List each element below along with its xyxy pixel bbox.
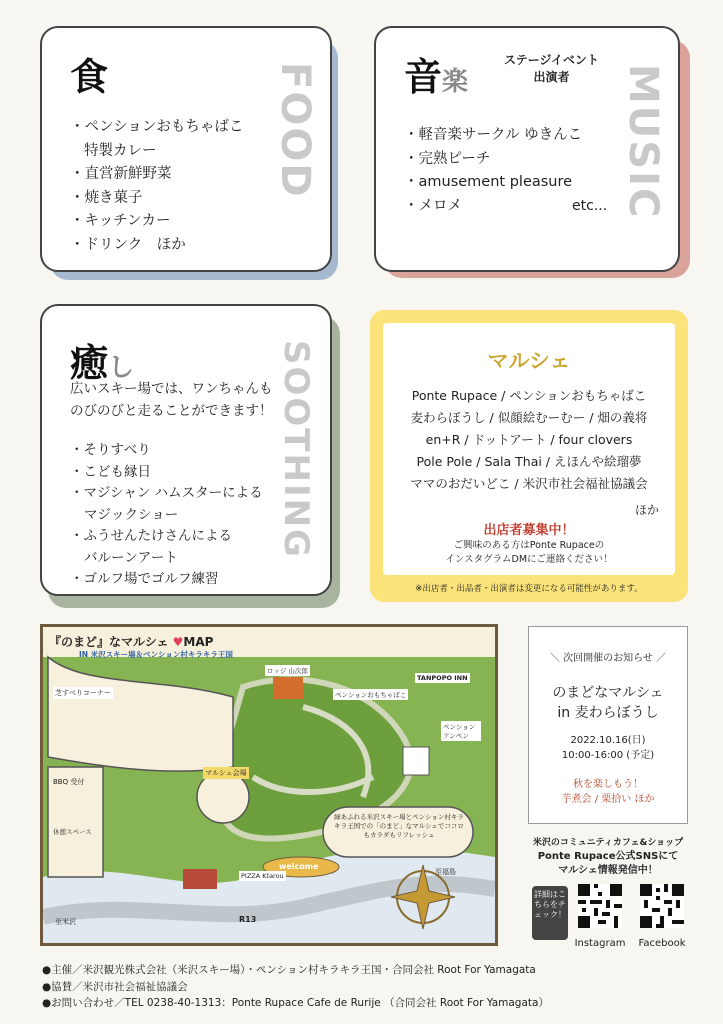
- heart-icon: ♥: [168, 635, 184, 649]
- marche-line: 麦わらぼうし / 似顔絵むーむー / 畑の義将: [410, 410, 648, 425]
- sns-info: [522, 836, 694, 878]
- notice-time: 10:00-16:00 (予定): [561, 750, 655, 761]
- soothing-intro-line: のびのびと走ることができます！: [70, 403, 273, 419]
- next-event-notice: [528, 626, 688, 824]
- map-label: R13: [239, 915, 257, 924]
- notice-date: 2022.10.16(日): [570, 735, 646, 746]
- list-item: ・軽音楽サークル ゆきんこ: [404, 127, 583, 143]
- soothing-intro: [70, 378, 273, 422]
- marche-title: マルシェ: [487, 349, 571, 373]
- footer-credits: [42, 962, 549, 1012]
- list-item: ・amusement pleasure: [404, 174, 573, 190]
- food-kanji: 食: [70, 55, 109, 99]
- music-vertical-label: MUSIC: [620, 64, 666, 220]
- list-item: ・直営新鮮野菜: [70, 166, 172, 182]
- marche-lines: [383, 385, 675, 495]
- footer-line: ●お問い合わせ／TEL 0238-40-1313：Ponte Rupace Cafe de Rurije （合同会社 Root For Yamagata）: [42, 997, 549, 1009]
- map-label: BBQ 受付: [53, 778, 85, 786]
- music-kanji-main: 音: [404, 55, 443, 99]
- sns-badge: 詳細はこちらをチェック！: [532, 886, 568, 940]
- instagram-label: Instagram: [574, 938, 626, 949]
- music-subtitle-line: ステージイベント: [504, 53, 599, 67]
- marche-line: Ponte Rupace / ペンションおもちゃばこ: [411, 388, 647, 403]
- food-vertical-label: FOOD: [272, 62, 318, 199]
- recruit-note: [383, 539, 675, 567]
- marche-line: en+R / ドットアート / four clovers: [425, 432, 633, 447]
- music-subtitle-line: 出演者: [533, 70, 570, 84]
- map-subtitle: IN 米沢スキー場＆ペンション村キラキラ王国: [79, 650, 233, 659]
- map-label: TANPOPO INN: [417, 674, 468, 682]
- footer-line: ●主催／米沢観光株式会社（米沢スキー場）・ペンション村キラキラ王国・合同会社 Root For Yamagata: [42, 964, 536, 976]
- list-item: ・マジシャン ハムスターによる: [70, 485, 263, 501]
- map-label: ペンションおもちゃばこ: [335, 691, 407, 699]
- soothing-list: [70, 440, 263, 591]
- sns-line: 米沢のコミュニティカフェ&ショップ: [532, 838, 684, 848]
- map-title-suffix: MAP: [183, 635, 214, 649]
- list-item: ・ふうせんたけさんによる: [70, 528, 232, 544]
- soothing-card: [40, 304, 332, 596]
- list-item: ・こども縁日: [70, 463, 151, 480]
- list-item: ・ペンションおもちゃばこ: [70, 119, 244, 135]
- notice-datetime: [529, 733, 687, 763]
- notice-heading: ＼ 次回開催のお知らせ ／: [549, 653, 667, 664]
- recruit-note-line: ご興味のある方はPonte Rupaceの: [453, 540, 605, 551]
- music-subtitle: [504, 52, 599, 86]
- notice-extra: [529, 777, 687, 807]
- music-etc: etc...: [572, 198, 608, 214]
- notice-title: [529, 683, 687, 723]
- sns-line: マルシェ情報発信中！: [558, 865, 658, 876]
- soothing-kanji-main: 癒: [70, 341, 109, 385]
- soothing-vertical-label: SOOTHING: [276, 340, 316, 559]
- marche-inner: [383, 323, 675, 575]
- recruit-heading: 出店者募集中！: [483, 523, 575, 538]
- notice-extra-line: 芋煮会 / 栗拾い ほか: [561, 794, 655, 805]
- map-label: 芝すべりコーナー: [55, 689, 111, 697]
- facebook-label: Facebook: [638, 938, 686, 949]
- footer-line: ●協賛／米沢市社会福祉協議会: [42, 980, 188, 993]
- map-label: 至福島: [435, 868, 456, 876]
- list-item: ・キッチンカー: [70, 213, 171, 229]
- list-item: 特製カレー: [84, 142, 157, 159]
- list-item: ・完熟ピーチ: [404, 150, 491, 167]
- map-title-text: 『のまど』なマルシェ: [49, 635, 169, 649]
- map-label: PIZZA Ktarou: [241, 872, 284, 880]
- notice-extra-line: 秋を楽しもう！: [573, 779, 643, 790]
- list-item: ・ドリンク ほか: [70, 236, 186, 253]
- marche-line: Pole Pole / Sala Thai / えほんや絵瑠夢: [416, 454, 642, 469]
- notice-title-line: のまどなマルシェ: [552, 685, 664, 701]
- list-item: ・焼き菓子: [70, 189, 143, 206]
- marche-line: ママのおだいどこ / 米沢市社会福祉協議会: [410, 476, 648, 491]
- music-kanji: [404, 46, 468, 101]
- notice-title-line: in 麦わらぼうし: [557, 705, 659, 721]
- disclaimer: ※出店者・出品者・出演者は変更になる可能性があります。: [415, 584, 643, 594]
- instagram-qr-code[interactable]: [578, 884, 622, 928]
- soothing-kanji-small: し: [108, 353, 135, 383]
- map-title: [49, 633, 213, 650]
- marche-hoka: ほか: [634, 503, 659, 517]
- map-label: 休憩スペース: [53, 828, 92, 836]
- recruit-note-line: インスタグラムDMにご連絡ください！: [445, 554, 613, 565]
- food-list: [70, 116, 243, 257]
- map-label: 至米沢: [55, 918, 76, 926]
- map-label: welcome: [279, 862, 319, 871]
- list-item: バルーンアート: [84, 549, 178, 566]
- music-card: [374, 26, 680, 272]
- list-item: マジックショー: [84, 506, 179, 523]
- qr-code-icon: [578, 884, 622, 928]
- facebook-qr-code[interactable]: [640, 884, 684, 928]
- list-item: ・そりすべり: [70, 442, 151, 458]
- food-card: [40, 26, 332, 272]
- marche-box: [370, 310, 688, 602]
- list-item: ・メロメ: [404, 197, 462, 214]
- map-label: ロッジ 山次郎: [267, 667, 308, 675]
- qr-code-icon: [640, 884, 684, 928]
- event-map: [40, 624, 498, 946]
- music-list: [404, 124, 582, 218]
- map-label: マルシェ会場: [205, 769, 247, 777]
- soothing-intro-line: 広いスキー場では、ワンちゃんも: [70, 381, 273, 397]
- music-kanji-small: 楽: [442, 67, 469, 97]
- map-label: ペンション アンペン: [441, 721, 481, 741]
- map-note: 緑あふれる米沢スキー場とペンション村キラキラ王国での「のまど」なマルシェでココロもカラダもリフレッシュ: [334, 813, 464, 839]
- list-item: ・ゴルフ場でゴルフ練習: [70, 571, 219, 587]
- sns-line: Ponte Rupace公式SNSにて: [537, 851, 679, 862]
